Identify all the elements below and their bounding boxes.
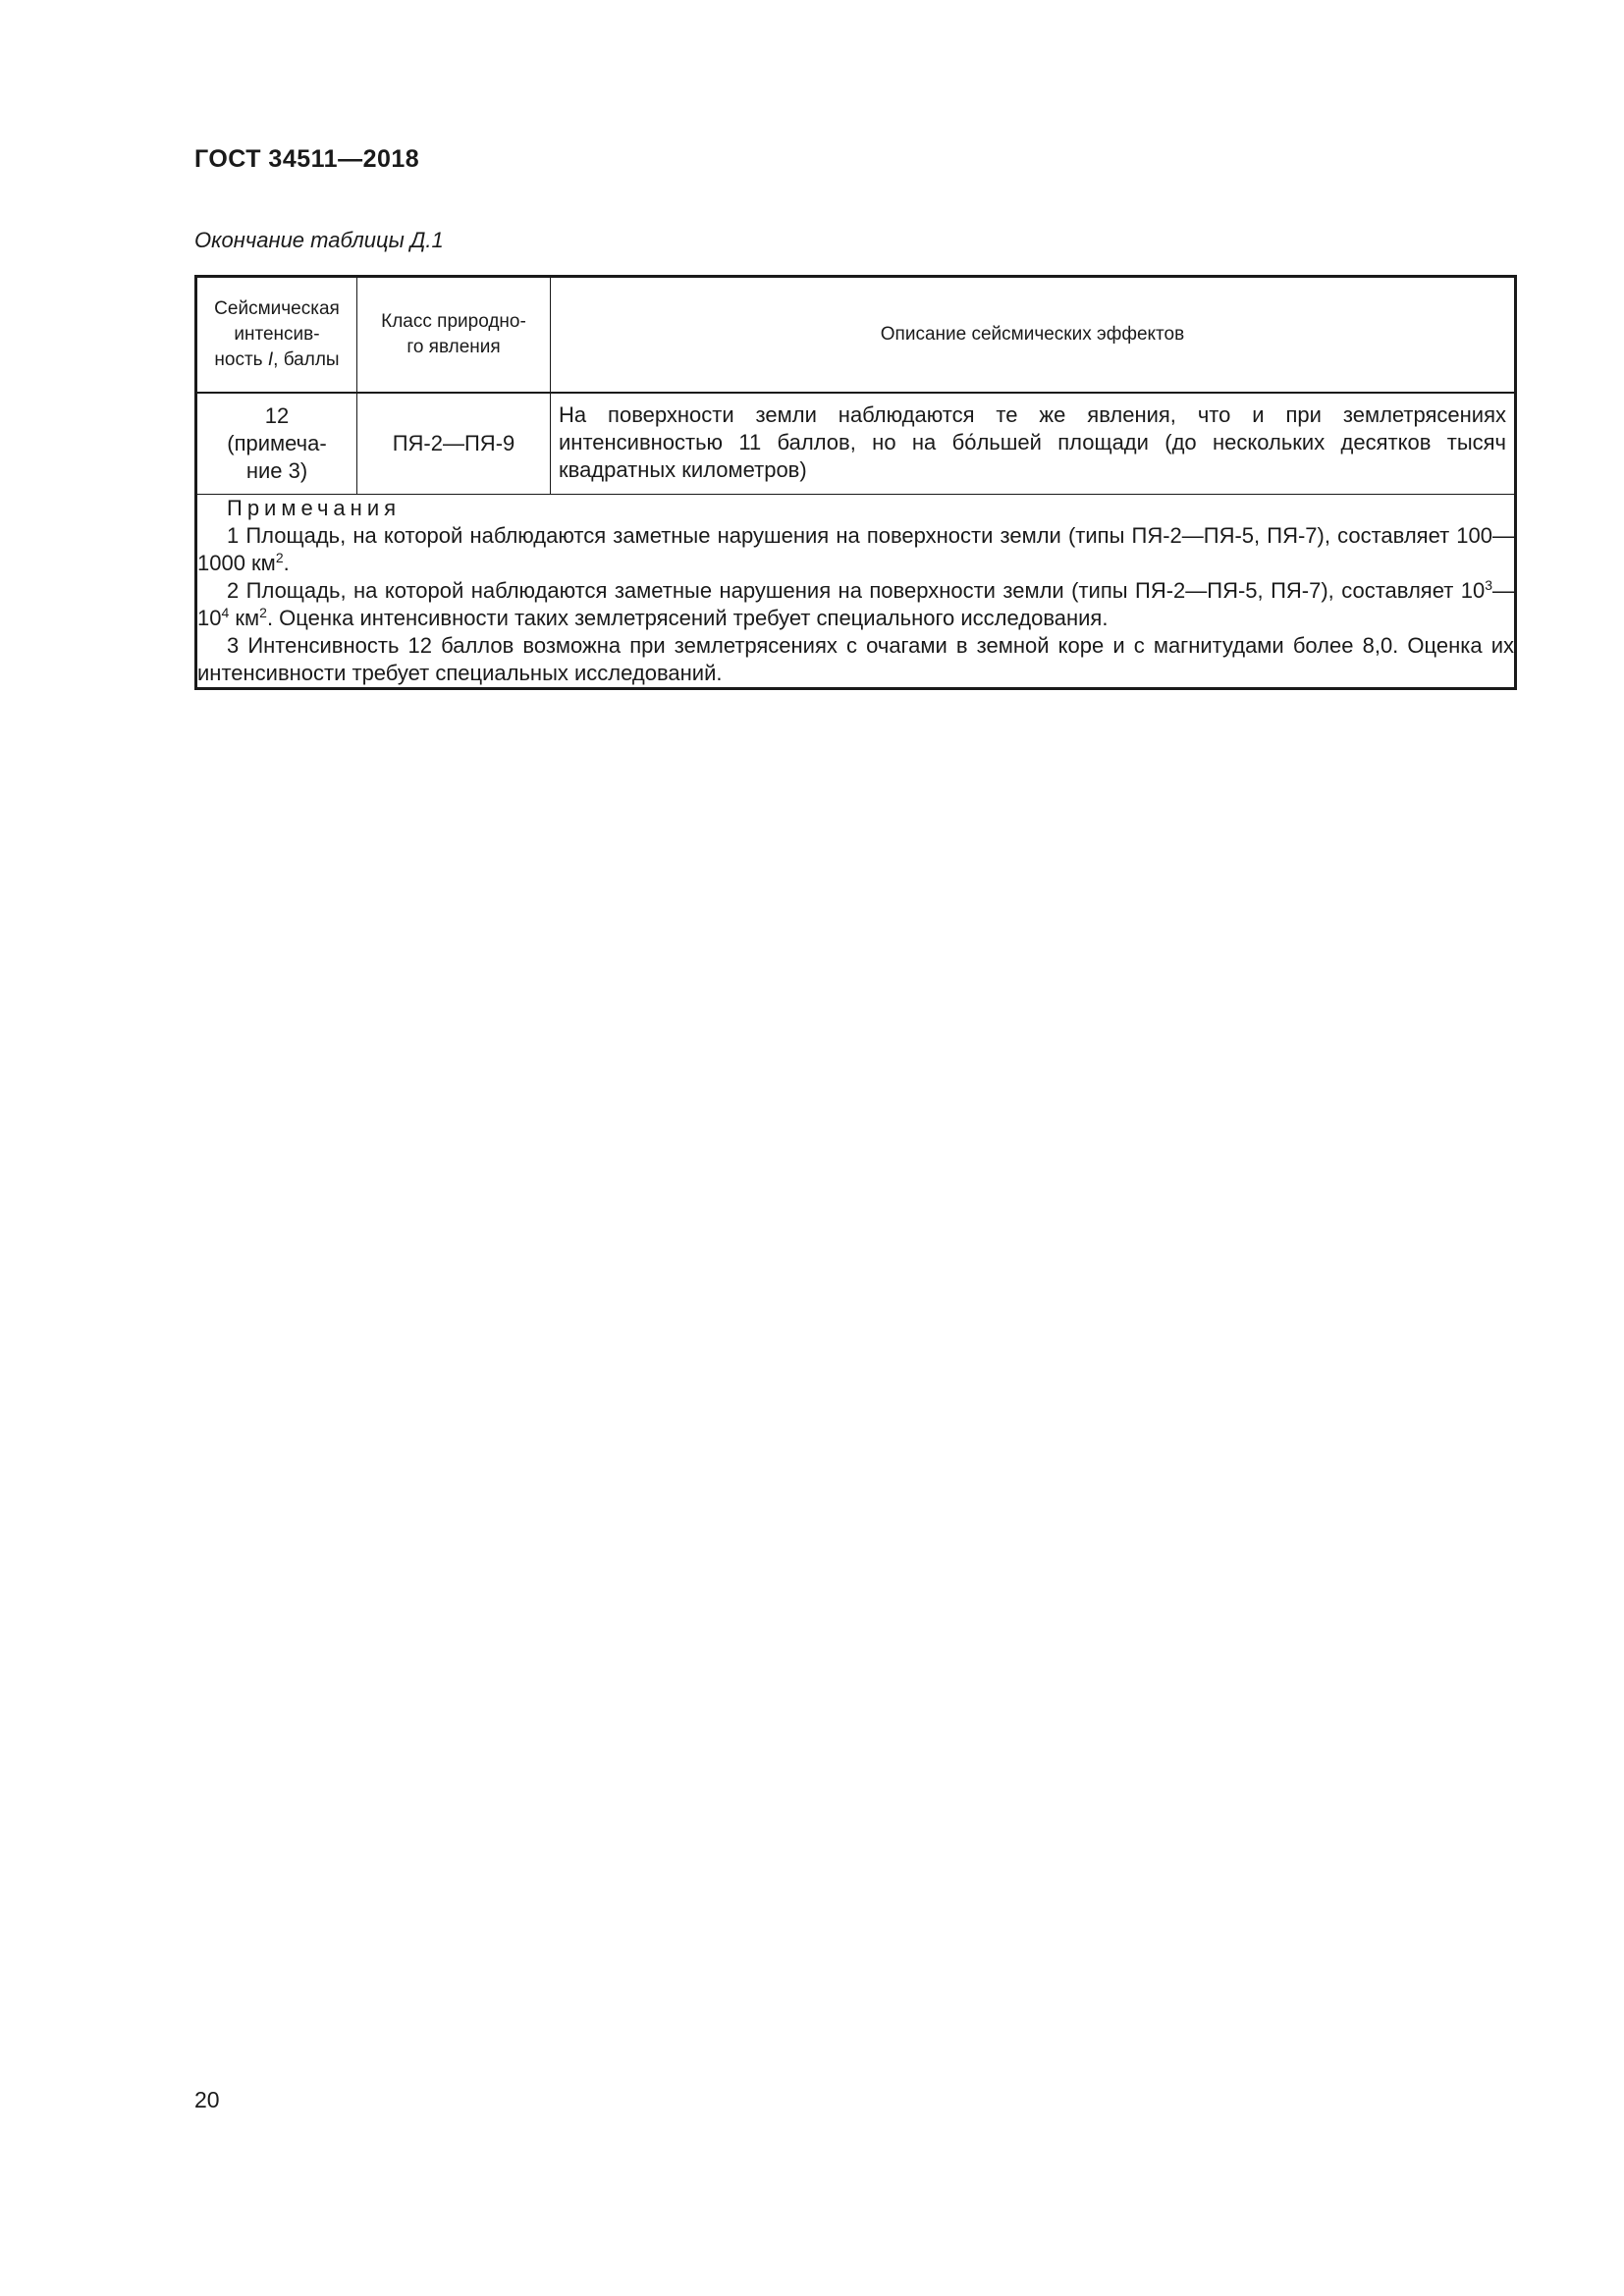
table-caption: Окончание таблицы Д.1 bbox=[194, 228, 444, 252]
note-3: 3 Интенсивность 12 баллов возможна при землетрясениях с очагами в земной коре и с магнитудами более 8,0. Оценка их интенсивности требует специальных исследований. bbox=[197, 633, 1514, 685]
notes-row bbox=[196, 495, 1516, 689]
cell-intensity: 12 (примеча- ние 3) bbox=[196, 394, 357, 495]
cell-description: На поверхности земли наблюдаются те же явления, что и при землетрясениях интенсивностью 11 баллов, но на бо́льшей площади (до нескольких десятков тысяч квадратных километров) bbox=[551, 394, 1516, 495]
header-description: Описание сейсмических эффектов bbox=[551, 277, 1516, 393]
header-intensity: Сейсмическая интенсив- ность I, баллы bbox=[196, 277, 357, 393]
table-header-row bbox=[196, 277, 1516, 393]
header-class: Класс природно- го явления bbox=[357, 277, 551, 393]
standard-id: ГОСТ 34511—2018 bbox=[194, 145, 420, 173]
page-number: 20 bbox=[194, 2087, 220, 2112]
note-2: 2 Площадь, на которой наблюдаются заметные нарушения на поверхности земли (типы ПЯ-2—ПЯ-5, ПЯ-7), составляет $10^3—10^4$ $км^2$. Оценка интенсивности таких землетрясений требует специального исследования. bbox=[197, 577, 1514, 630]
note-1: 1 Площадь, на которой наблюдаются заметные нарушения на поверхности земли (типы ПЯ-2—ПЯ-5, ПЯ-7), составляет 100—1000 $км^2$. bbox=[197, 523, 1514, 575]
cell-class: ПЯ-2—ПЯ-9 bbox=[357, 394, 551, 495]
notes-title: Примечания bbox=[227, 496, 402, 520]
notes-cell bbox=[196, 495, 1516, 689]
seismic-table bbox=[194, 275, 1517, 690]
table-row bbox=[196, 394, 1516, 495]
